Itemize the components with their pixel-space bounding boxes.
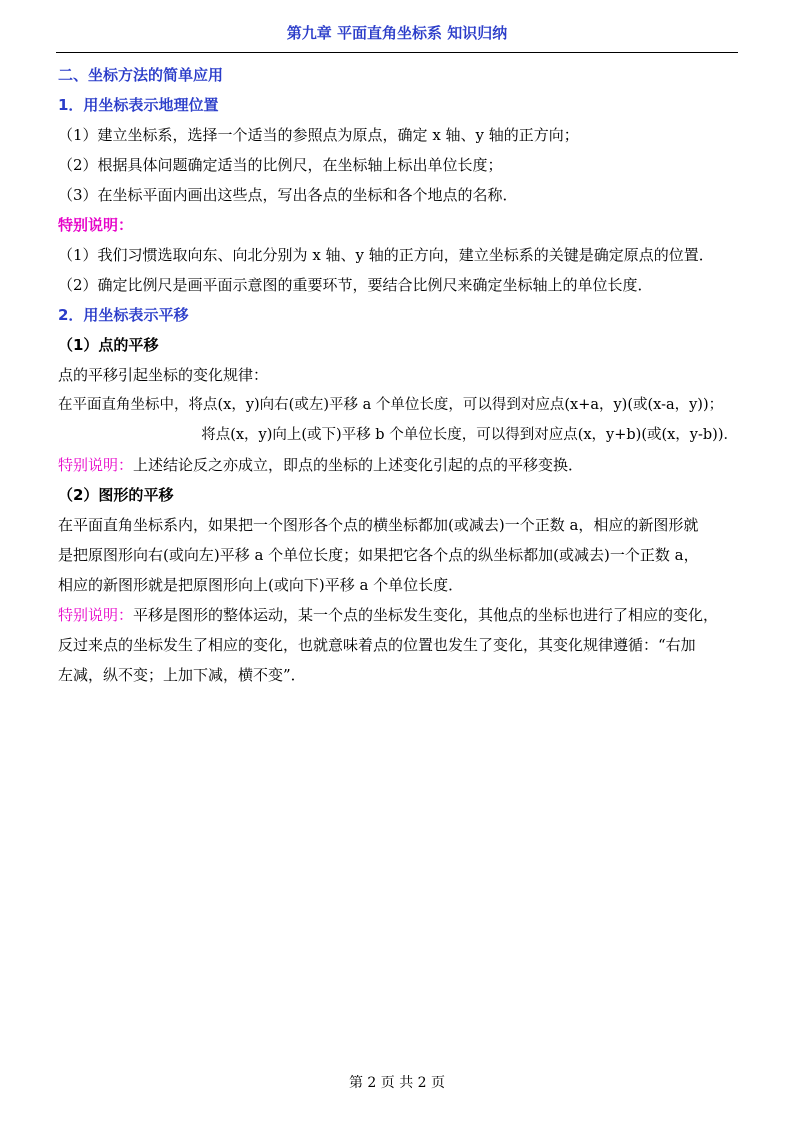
rule-line: 在平面直角坐标中，将点(x，y)向右(或左)平移 a 个单位长度，可以得到对应点(x+a，y)(或(x-a，y))；: [58, 397, 724, 413]
step-line: （2）根据具体问题确定适当的比例尺，在坐标轴上标出单位长度；: [58, 156, 503, 174]
special-note-label: 特别说明：: [58, 456, 134, 474]
subsection-heading-geography: 1．用坐标表示地理位置: [58, 96, 219, 114]
step-line: （1）建立坐标系，选择一个适当的参照点为原点，确定 x 轴、y 轴的正方向；: [58, 126, 579, 144]
step-line: （3）在坐标平面内画出这些点，写出各点的坐标和各个地点的名称．: [58, 186, 518, 204]
page-footer: 第 2 页 共 2 页: [348, 1075, 446, 1091]
special-note-line: [58, 450, 738, 480]
header-divider: [56, 52, 738, 53]
special-note-text: 上述结论反之亦成立，即点的坐标的上述变化引起的点的平移变换．: [133, 456, 584, 474]
section-heading: 二、坐标方法的简单应用: [58, 66, 224, 84]
paragraph-line: 左减，纵不变；上加下减，横不变”．: [58, 666, 306, 684]
paragraph-line: 点的平移引起坐标的变化规律：: [58, 366, 269, 384]
paragraph-line: 反过来点的坐标发生了相应的变化，也就意味着点的位置也发生了变化，其变化规律遵循：“右加: [58, 636, 696, 654]
paragraph-line: 相应的新图形就是把原图形向上(或向下)平移 a 个单位长度．: [58, 576, 464, 594]
special-note-label: 特别说明：: [58, 216, 134, 234]
document-body: [58, 60, 738, 690]
figure-translation-heading: （2）图形的平移: [58, 486, 174, 504]
paragraph-line: 在平面直角坐标系内，如果把一个图形各个点的横坐标都加(或减去)一个正数 a，相应的新图形就: [58, 516, 699, 534]
special-note-line: [58, 600, 738, 630]
rule-line: 将点(x，y)向上(或下)平移 b 个单位长度，可以得到对应点(x，y+b)(或(x，y-b))．: [201, 427, 738, 443]
page-header-title: 第九章 平面直角坐标系 知识归纳: [286, 24, 508, 42]
note-line: （2）确定比例尺是画平面示意图的重要环节，要结合比例尺来确定坐标轴上的单位长度．: [58, 276, 653, 294]
special-note-label: 特别说明：: [58, 606, 134, 624]
subsection-heading-translation: 2．用坐标表示平移: [58, 306, 189, 324]
special-note-text: 平移是图形的整体运动，某一个点的坐标发生变化，其他点的坐标也进行了相应的变化，: [133, 606, 719, 624]
note-line: （1）我们习惯选取向东、向北分别为 x 轴、y 轴的正方向，建立坐标系的关键是确定原点的位置．: [58, 246, 714, 264]
point-translation-heading: （1）点的平移: [58, 336, 159, 354]
paragraph-line: 是把原图形向右(或向左)平移 a 个单位长度；如果把它各个点的纵坐标都加(或减去)一个正数 a，: [58, 546, 699, 564]
